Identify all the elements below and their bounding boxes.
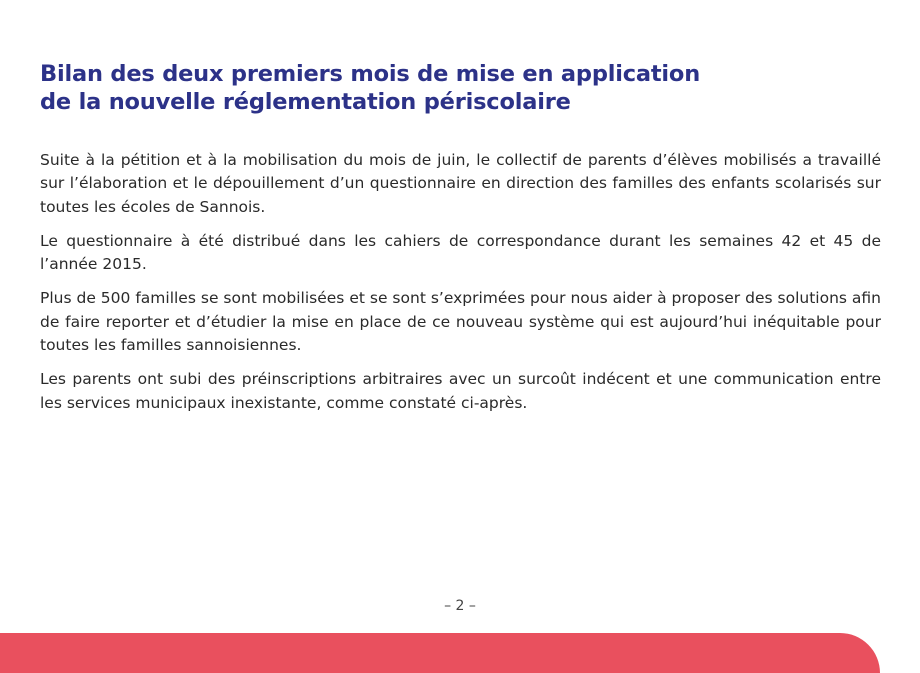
page-number: – 2 – <box>444 598 476 614</box>
paragraph-1: Suite à la pétition et à la mobilisation du mois de juin, le collectif de parents d’élèves mobilisés a travaillé sur l’élaboration et le dépouillement d’un questionnaire en direction des familles des enfants scolarisés sur toutes les écoles de Sannois. <box>40 151 881 216</box>
page-title <box>40 60 840 116</box>
footer-band <box>0 633 880 673</box>
title-line-2: de la nouvelle réglementation périscolaire <box>40 89 571 115</box>
paragraph-2: Le questionnaire à été distribué dans les cahiers de correspondance durant les semaines 42 et 45 de l’année 2015. <box>40 231 881 274</box>
paragraph-3: Plus de 500 familles se sont mobilisées et se sont s’exprimées pour nous aider à proposer des solutions afin de faire reporter et d’étudier la mise en place de ce nouveau système qui est aujourd’hui inéquitable pour toutes les familles sannoisiennes. <box>40 289 881 355</box>
paragraph-4: Les parents ont subi des préinscriptions arbitraires avec un surcoût indécent et une communication entre les services municipaux inexistante, comme constaté ci-après. <box>40 370 881 412</box>
body-text <box>40 149 881 426</box>
title-line-1: Bilan des deux premiers mois de mise en application <box>40 61 701 87</box>
